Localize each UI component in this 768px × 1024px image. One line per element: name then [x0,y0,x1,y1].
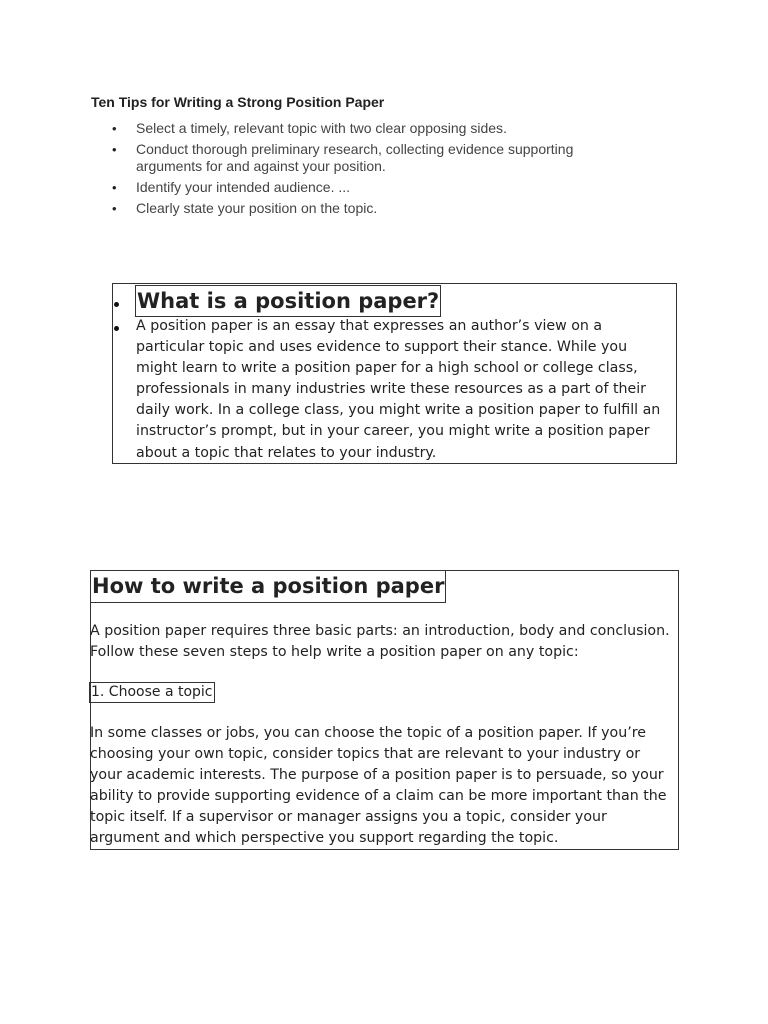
how-to-intro: A position paper requires three basic parts: an introduction, body and conclusion. Follow these seven steps to help write a position paper on any topic: [90,623,670,660]
step-1-text: In some classes or jobs, you can choose the topic of a position paper. If you’re choosing your own topic, consider topics that are relevant to your industry or your academic interests. The purpose of a position paper is to persuade, so your ability to provide supporting evidence of a claim can be more important than the topic itself. If a supervisor or manager assigns you a topic, consider your argument and which perspective you support regarding the topic. [90,725,667,847]
what-is-heading: What is a position paper? [135,285,441,317]
tips-list [110,120,630,221]
tip-item: • Conduct thorough preliminary research, collecting evidence supporting arguments for and against your position. [110,141,630,175]
tip-item: • Select a timely, relevant topic with two clear opposing sides. [110,120,630,137]
bullet-icon [114,326,119,331]
tip-item: • Identify your intended audience. ... [110,179,630,196]
how-to-heading: How to write a position paper [90,570,446,603]
step-1-label: 1. Choose a topic [89,682,215,703]
tips-title: Ten Tips for Writing a Strong Position Paper [91,94,385,110]
bullet-icon [114,302,119,307]
what-is-paragraph: A position paper is an essay that expresses an author’s view on a particular topic and uses evidence to support their stance. While you might learn to write a position paper for a high school or college class, professionals in many industries write these resources as a part of their daily work. In a college class, you might write a position paper to fulfill an instructor’s prompt, but in your career, you might write a position paper about a topic that relates to your industry. [136,318,661,461]
tip-item: • Clearly state your position on the topic. [110,200,630,217]
